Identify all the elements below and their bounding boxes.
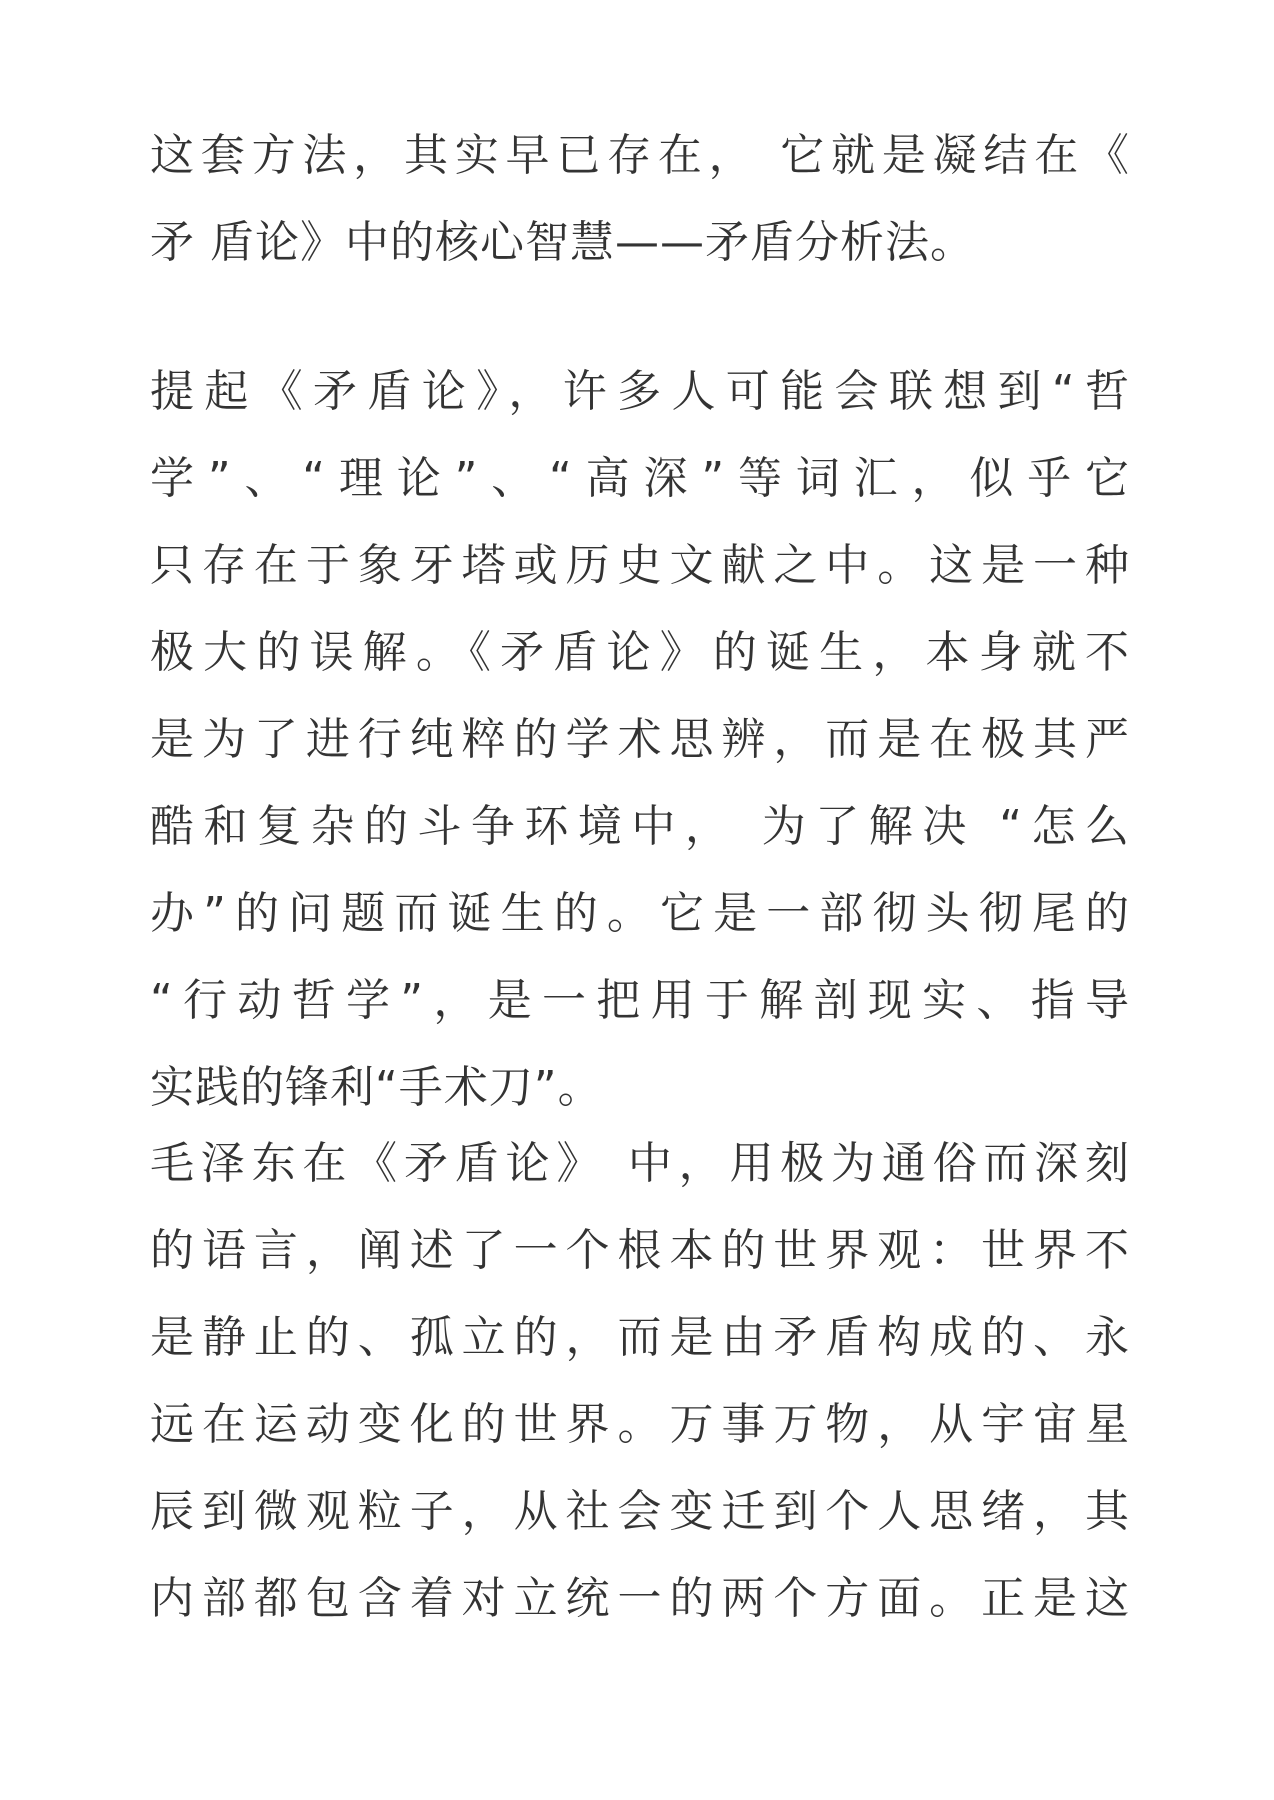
text-line: 办”的问题而诞生的。它是一部彻头彻尾的 [150,888,1130,939]
text-line: 酷和复杂的斗争环境中， 为了解决 “怎么 [150,801,1130,852]
text-line: 极大的误解。《矛盾论》的诞生，本身就不 [150,627,1130,678]
text-line: 的语言，阐述了一个根本的世界观：世界不 [150,1225,1130,1276]
text-line: 毛泽东在《矛盾论》 中，用极为通俗而深刻 [150,1138,1130,1189]
paragraph-3 [150,1120,1130,1642]
paragraph-2 [150,348,1130,1131]
text-line: 这套方法，其实早已存在， 它就是凝结在《 [150,130,1130,181]
text-line: 辰到微观粒子，从社会变迁到个人思绪，其 [150,1486,1130,1537]
text-line: 只存在于象牙塔或历史文献之中。这是一种 [150,540,1130,591]
text-line: 内部都包含着对立统一的两个方面。正是这 [150,1573,1130,1624]
text-line: 远在运动变化的世界。万事万物，从宇宙星 [150,1399,1130,1450]
text-line: 实践的锋利“手术刀”。 [150,1062,603,1113]
text-line: 矛 盾论》中的核心智慧——矛盾分析法。 [150,217,975,268]
text-line: 是静止的、孤立的，而是由矛盾构成的、永 [150,1312,1130,1363]
text-line: “行动哲学”，是一把用于解剖现实、指导 [150,975,1130,1026]
text-line: 是为了进行纯粹的学术思辨，而是在极其严 [150,714,1130,765]
text-line: 学”、“理论”、“高深”等词汇，似乎它 [150,453,1130,504]
paragraph-1 [150,112,1130,286]
text-line: 提起《矛盾论》，许多人可能会联想到“哲 [150,366,1130,417]
